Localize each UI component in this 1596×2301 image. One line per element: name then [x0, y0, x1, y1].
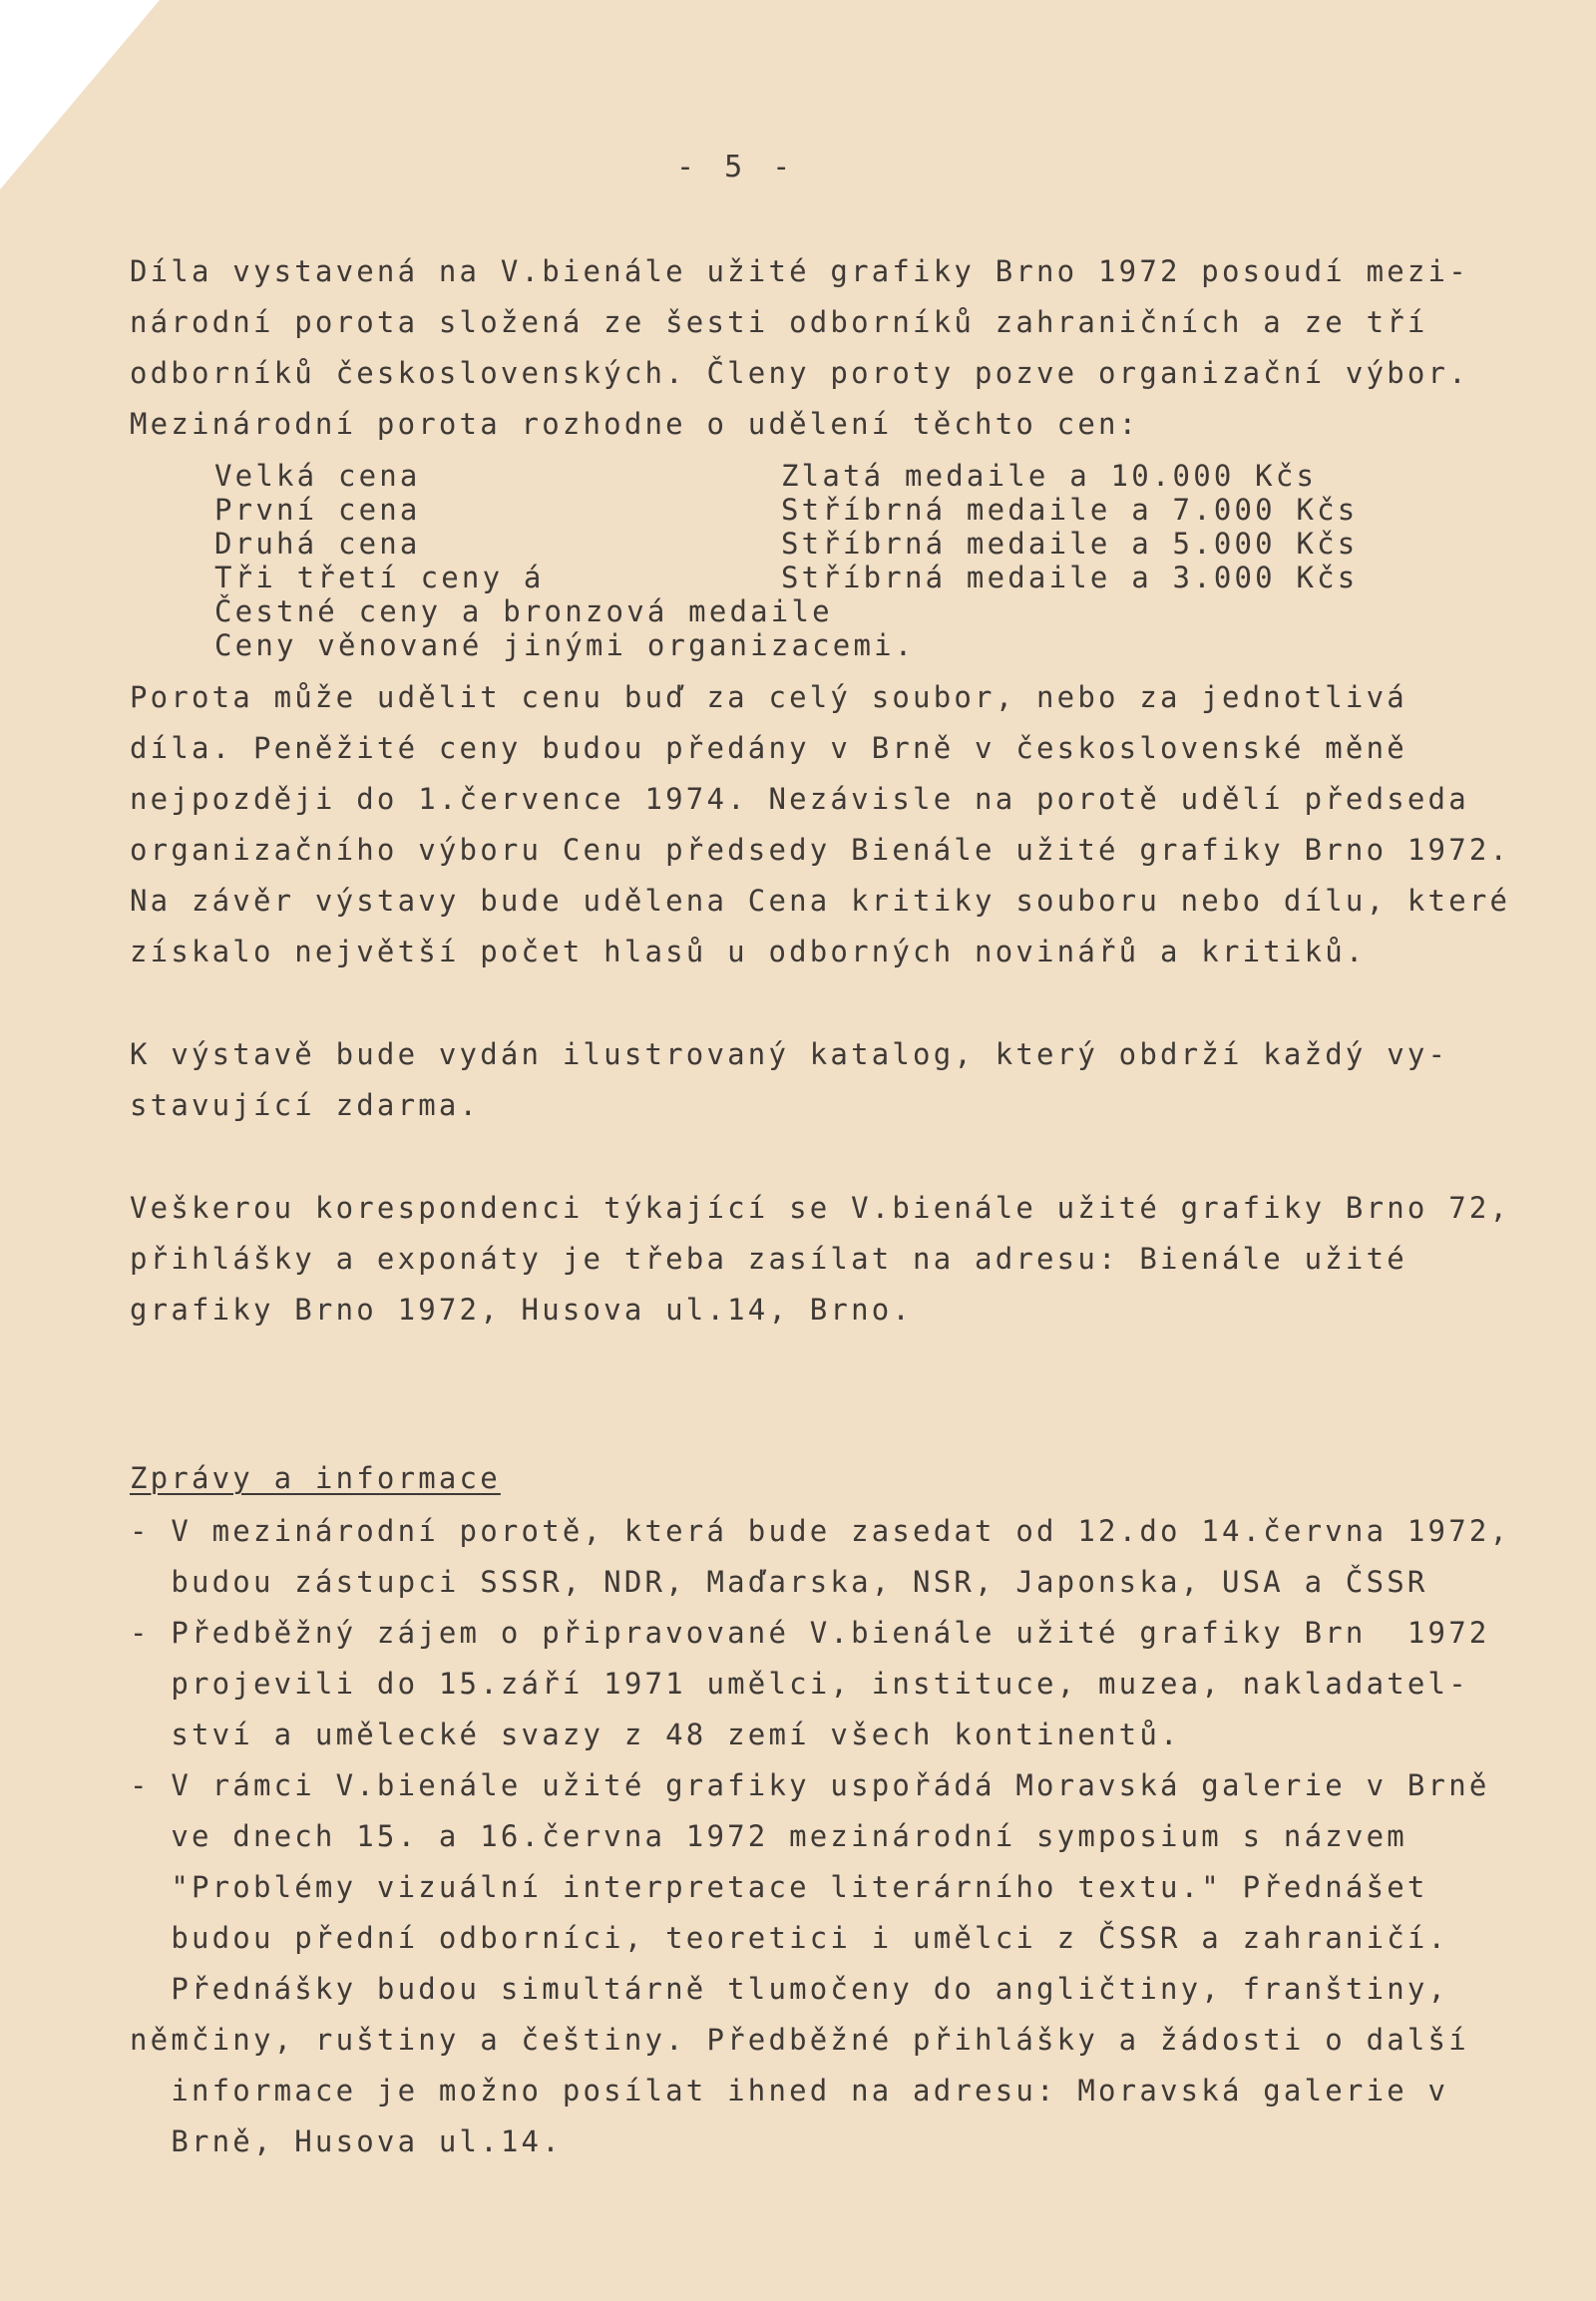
prize-name: První cena — [214, 493, 421, 527]
paragraph2-line: organizačního výboru Cenu předsedy Bienále užité grafiky Brno 1972. — [130, 833, 1511, 867]
paragraph2-line: Na závěr výstavy bude udělena Cena kritiky souboru nebo dílu, které — [130, 884, 1511, 918]
paragraph2-line: díla. Peněžité ceny budou předány v Brně v československé měně — [130, 731, 1407, 765]
news-line: Brně, Husova ul.14. — [130, 2124, 563, 2158]
section-heading: Zprávy a informace — [130, 1461, 501, 1495]
news-line: informace je možno posílat ihned na adresu: Moravská galerie v — [130, 2074, 1449, 2108]
paragraph2-line: Porota může udělit cenu buď za celý soubor, nebo za jednotlivá — [130, 680, 1407, 714]
news-line: - V rámci V.bienále užité grafiky uspořádá Moravská galerie v Brně — [130, 1768, 1490, 1802]
news-line: ve dnech 15. a 16.června 1972 mezinárodní symposium s názvem — [130, 1819, 1407, 1853]
paragraph4-line: Veškerou korespondenci týkající se V.bienále užité grafiky Brno 72, — [130, 1191, 1511, 1225]
paragraph2-line: získalo největší počet hlasů u odborných novinářů a kritiků. — [130, 935, 1367, 968]
news-line: "Problémy vizuální interpretace literárního textu." Přednášet — [130, 1870, 1428, 1904]
paragraph1-line: Díla vystavená na V.bienále užité grafiky Brno 1972 posoudí mezi- — [130, 254, 1469, 288]
prize-award: Stříbrná medaile a 3.000 Kčs — [781, 561, 1359, 594]
prize-name: Druhá cena — [214, 527, 421, 561]
news-line: Přednášky budou simultárně tlumočeny do angličtiny, franštiny, — [130, 1972, 1449, 2006]
news-line: - Předběžný zájem o připravované V.bienále užité grafiky Brn 1972 — [130, 1616, 1490, 1650]
paragraph1-line: Mezinárodní porota rozhodne o udělení těchto cen: — [130, 407, 1140, 441]
prize-name: Tři třetí ceny á — [214, 561, 545, 594]
news-line: - V mezinárodní porotě, která bude zasedat od 12.do 14.června 1972, — [130, 1514, 1511, 1548]
paragraph3-line: K výstavě bude vydán ilustrovaný katalog, který obdrží každý vy- — [130, 1037, 1449, 1071]
prize-extra: Čestné ceny a bronzová medaile — [214, 594, 833, 628]
paragraph4-line: přihlášky a exponáty je třeba zasílat na adresu: Bienále užité — [130, 1242, 1407, 1276]
prize-award: Zlatá medaile a 10.000 Kčs — [781, 459, 1318, 493]
news-line: němčiny, ruštiny a češtiny. Předběžné přihlášky a žádosti o další — [130, 2023, 1469, 2057]
paragraph3-line: stavující zdarma. — [130, 1088, 481, 1122]
paragraph2-line: nejpozději do 1.července 1974. Nezávisle na porotě udělí předseda — [130, 782, 1469, 816]
news-line: ství a umělecké svazy z 48 zemí všech kontinentů. — [130, 1718, 1181, 1751]
prize-extra: Ceny věnované jinými organizacemi. — [214, 628, 916, 662]
page-number: - 5 - — [676, 150, 797, 185]
paragraph1-line: odborníků československých. Členy poroty pozve organizační výbor. — [130, 356, 1469, 390]
prize-name: Velká cena — [214, 459, 421, 493]
news-line: budou přední odborníci, teoretici i umělci z ČSSR a zahraničí. — [130, 1921, 1449, 1955]
prize-award: Stříbrná medaile a 5.000 Kčs — [781, 527, 1359, 561]
prize-award: Stříbrná medaile a 7.000 Kčs — [781, 493, 1359, 527]
news-line: budou zástupci SSSR, NDR, Maďarska, NSR, Japonska, USA a ČSSR — [130, 1565, 1428, 1599]
news-line: projevili do 15.září 1971 umělci, instituce, muzea, nakladatel- — [130, 1667, 1469, 1701]
paragraph4-line: grafiky Brno 1972, Husova ul.14, Brno. — [130, 1293, 914, 1327]
paragraph1-line: národní porota složená ze šesti odborníků zahraničních a ze tří — [130, 305, 1428, 339]
